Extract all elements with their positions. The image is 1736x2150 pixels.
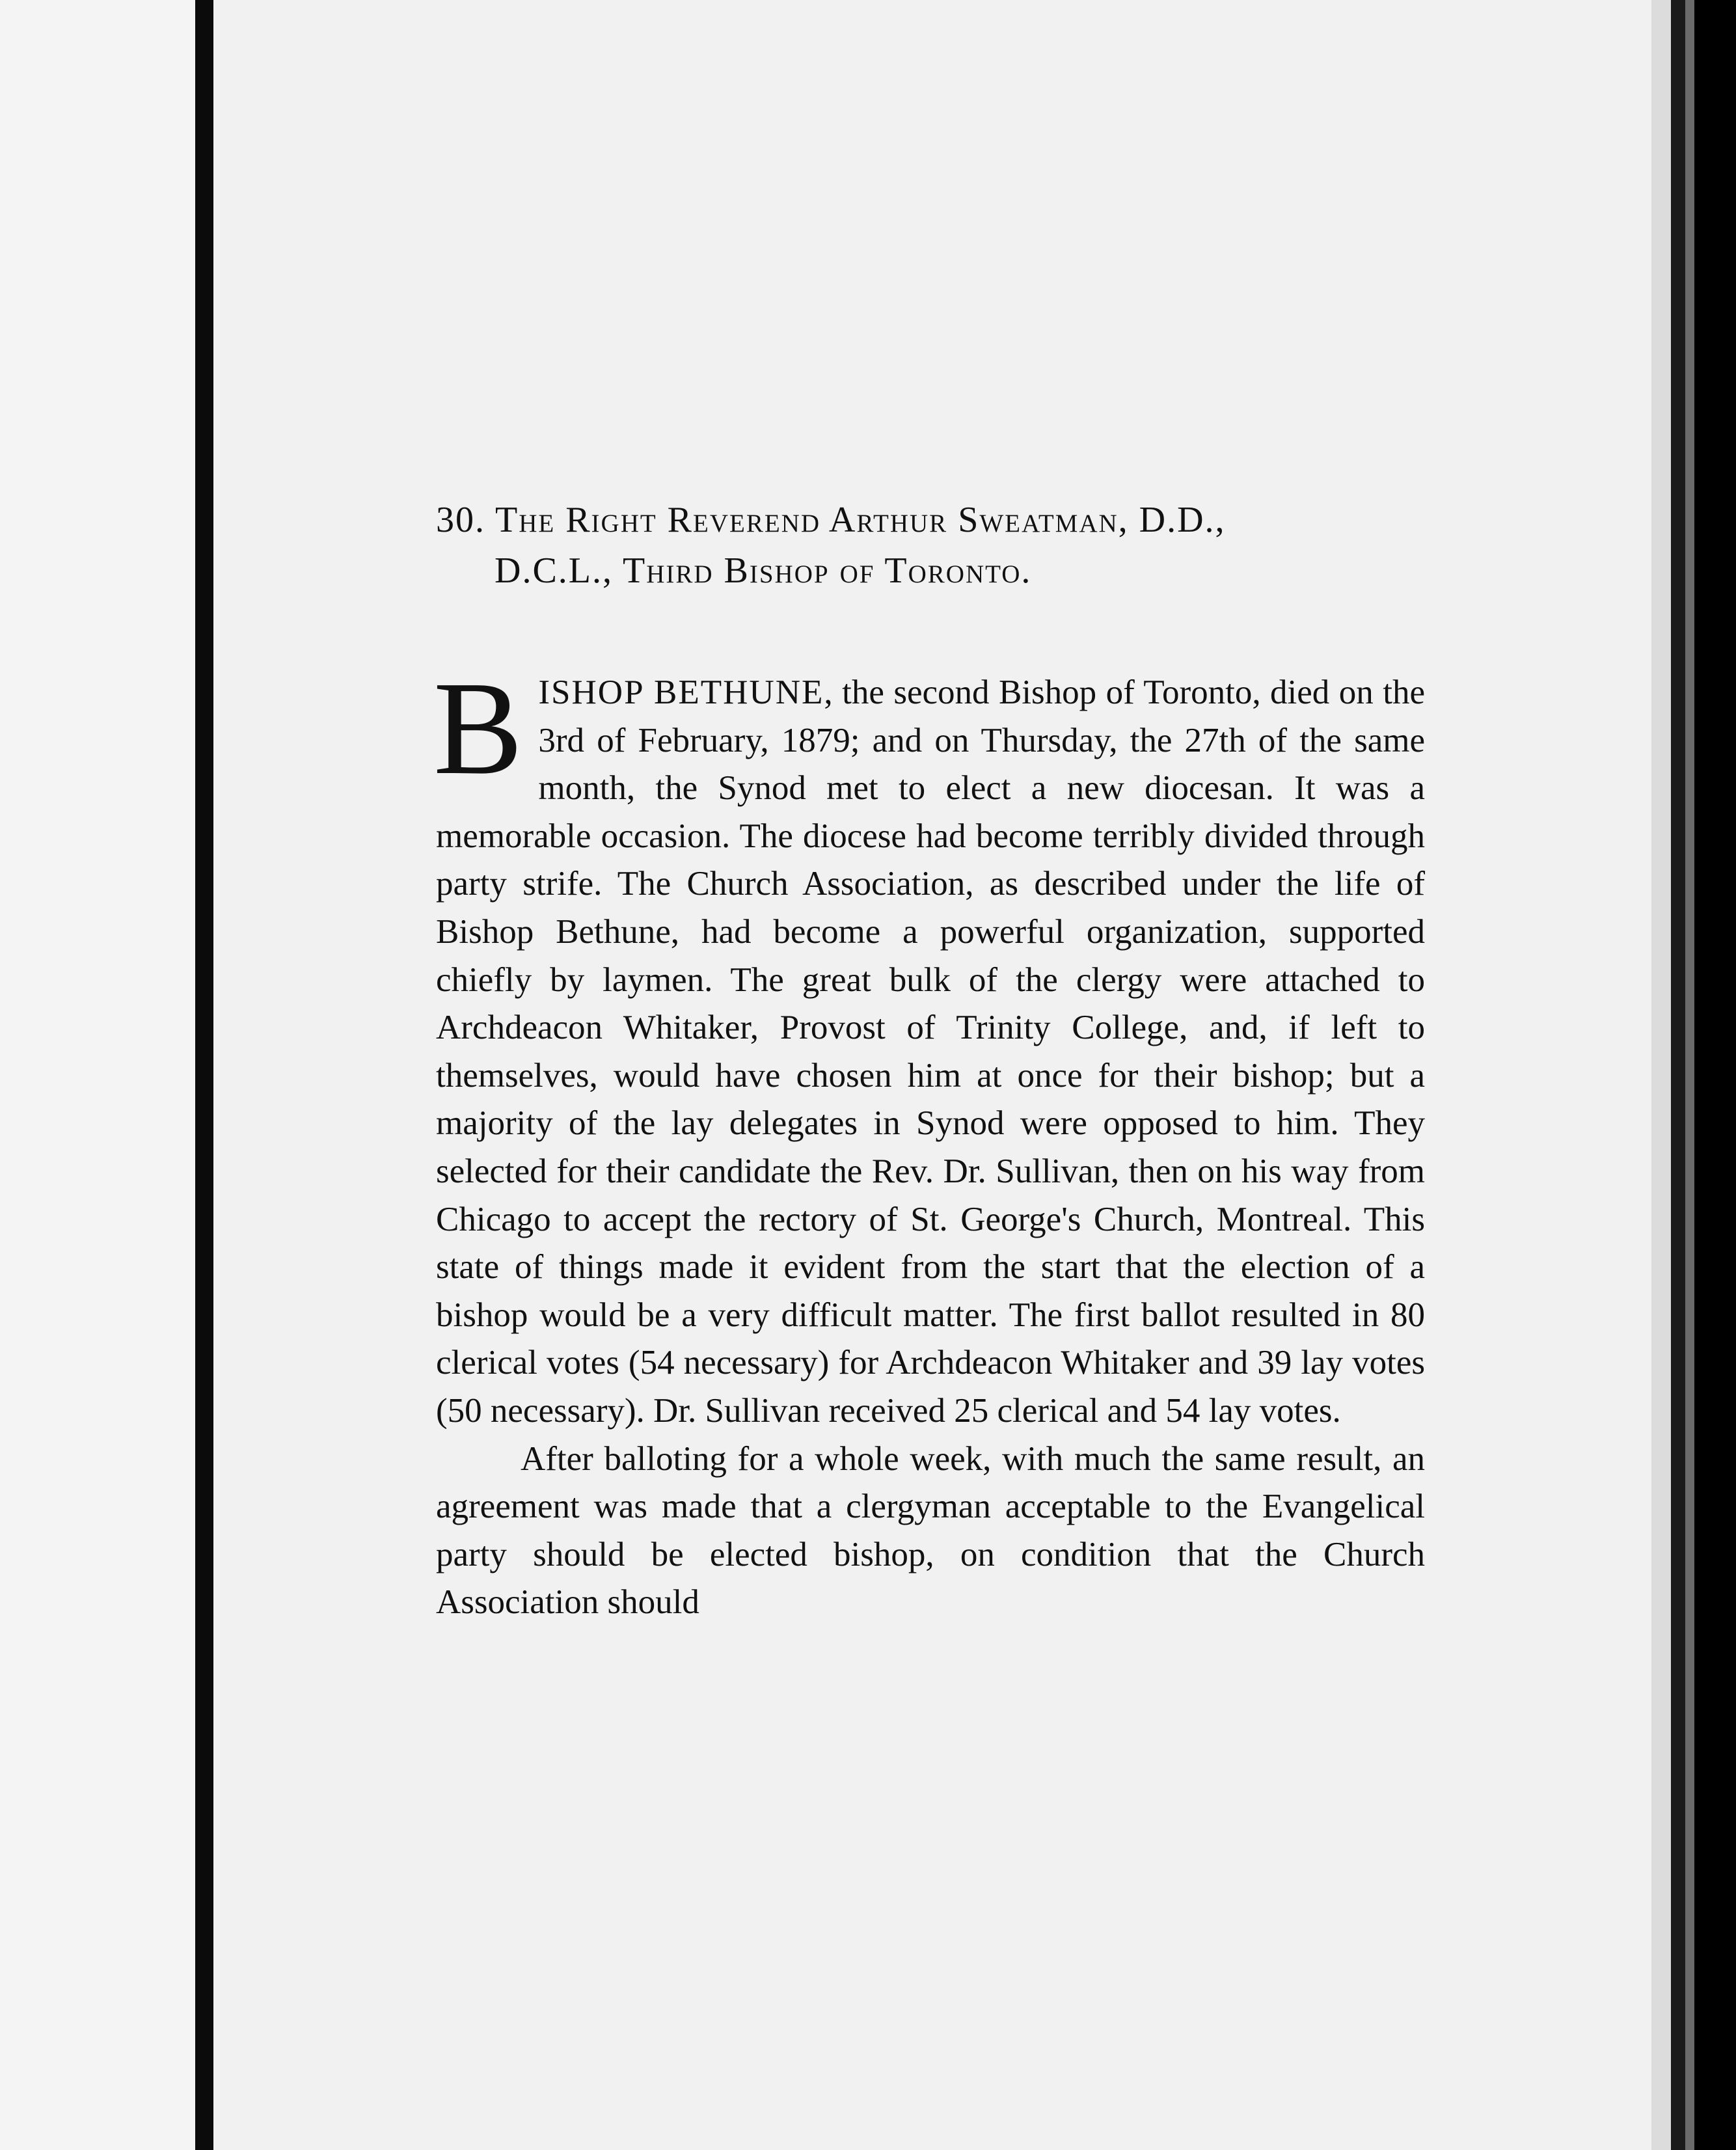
paragraph-1 bbox=[433, 653, 1426, 1436]
page-edge-shadow bbox=[1671, 0, 1685, 2150]
scan-border bbox=[1694, 0, 1736, 2150]
paragraph-1-text: , the second Bishop of Toronto, died on the 3rd of February, 1879; and on Thursday, the 27th of the same month, the Synod met to elect a new diocesan. It was a memorable occasion. The diocese had become terribly divided through party strife. The Church Association, as described under the life of Bishop Bethune, had become a powerful organization, supported chiefly by laymen. The great bulk of the clergy were attached to Archdeacon Whitaker, Provost of Trinity College, and, if left to themselves, would have chosen him at once for their bishop; but a majority of the lay delegates in Synod were opposed to him. They selected for their candidate the Rev. Dr. Sullivan, then on his way from Chicago to accept the rectory of St. George's Church, Montreal. This state of things made it evident from the start that the election of a bishop would be a very difficult matter. The first ballot resulted in 80 clerical votes (54 necessary) for Archdeacon Whitaker and 39 lay votes (50 necessary). Dr. Sullivan received 25 clerical and 54 lay votes. bbox=[436, 674, 1426, 1430]
chapter-title-line2: D.C.L., Third Bishop of Toronto. bbox=[495, 551, 1032, 591]
body-text bbox=[433, 653, 1426, 1627]
paragraph-2: After balloting for a whole week, with much the same result, an agreement was made that a clergyman acceptable to the Evangelical party should be elected bishop, on condition that the Church Association should bbox=[436, 1439, 1425, 1622]
opening-words: ISHOP BETHUNE bbox=[538, 674, 824, 711]
chapter-number: 30. bbox=[436, 500, 485, 540]
book-gutter bbox=[195, 0, 213, 2150]
page-edge bbox=[1651, 0, 1671, 2150]
chapter-title-line1: The Right Reverend Arthur Sweatman, D.D., bbox=[495, 500, 1226, 540]
facing-page-edge bbox=[0, 0, 195, 2150]
page-stack bbox=[1685, 0, 1694, 2150]
chapter-heading bbox=[436, 495, 1431, 596]
drop-cap: B bbox=[433, 653, 523, 802]
